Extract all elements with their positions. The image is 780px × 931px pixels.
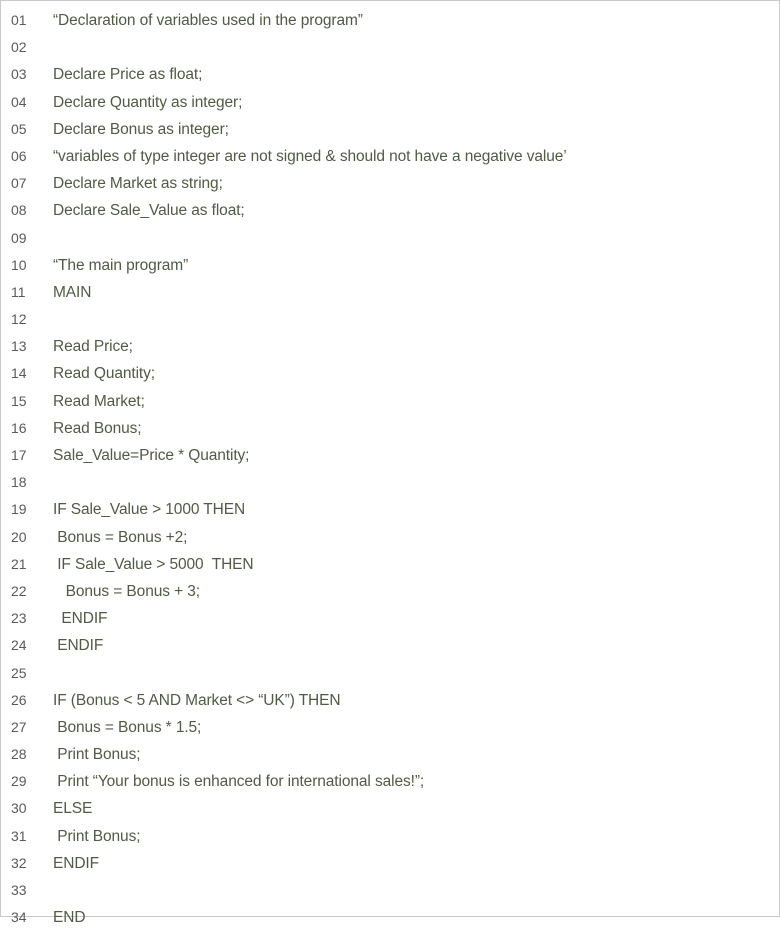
line-text: Read Quantity;	[53, 365, 155, 383]
code-line	[1, 632, 779, 659]
line-text: Bonus = Bonus +2;	[53, 528, 188, 546]
line-text: IF (Bonus < 5 AND Market <> “UK”) THEN	[53, 691, 341, 709]
code-line	[1, 333, 779, 360]
line-number: 14	[11, 365, 27, 382]
line-text: ENDIF	[53, 854, 100, 872]
line-text: Print “Your bonus is enhanced for international sales!”;	[53, 773, 425, 791]
line-text: ENDIF	[53, 610, 108, 628]
code-line	[1, 904, 779, 931]
code-listing	[1, 1, 779, 931]
line-number: 32	[11, 854, 27, 871]
code-line	[1, 415, 779, 442]
line-number: 03	[11, 66, 27, 83]
line-number: 15	[11, 392, 27, 409]
line-text: Read Price;	[53, 338, 133, 356]
code-line	[1, 7, 779, 34]
line-number: 12	[11, 311, 27, 328]
code-line	[1, 279, 779, 306]
line-text: IF Sale_Value > 5000 THEN	[53, 555, 254, 573]
line-text: Declare Bonus as integer;	[53, 120, 229, 138]
line-number: 08	[11, 202, 27, 219]
line-text: “variables of type integer are not signed & should not have a negative value’	[53, 147, 567, 165]
code-line	[1, 605, 779, 632]
line-text: Declare Quantity as integer;	[53, 93, 243, 111]
line-text: Sale_Value=Price * Quantity;	[53, 447, 250, 464]
line-text: ENDIF	[53, 637, 104, 655]
code-line	[1, 578, 779, 605]
line-number: 09	[11, 229, 27, 246]
code-line	[1, 687, 779, 714]
line-text: Declare Market as string;	[53, 175, 223, 193]
line-text: Bonus = Bonus + 3;	[53, 582, 200, 600]
line-number: 29	[11, 773, 27, 790]
line-text: MAIN	[53, 283, 92, 301]
line-number: 10	[11, 256, 27, 273]
code-line	[1, 61, 779, 88]
line-number: 07	[11, 175, 27, 192]
line-number: 28	[11, 746, 27, 763]
line-number: 23	[11, 610, 27, 627]
code-line	[1, 469, 779, 496]
line-number: 30	[11, 800, 27, 817]
code-line	[1, 225, 779, 252]
line-number: 22	[11, 582, 27, 599]
code-line	[1, 306, 779, 333]
code-line	[1, 197, 779, 224]
line-number: 34	[11, 909, 27, 926]
code-line	[1, 524, 779, 551]
line-number: 25	[11, 664, 27, 681]
line-text: Declare Sale_Value as float;	[53, 202, 245, 220]
line-number: 24	[11, 637, 27, 654]
code-line	[1, 388, 779, 415]
line-text: Bonus = Bonus * 1.5;	[53, 718, 202, 736]
line-number: 21	[11, 555, 27, 572]
line-number: 19	[11, 501, 27, 518]
code-line	[1, 850, 779, 877]
line-number: 17	[11, 447, 27, 463]
line-number: 16	[11, 419, 27, 436]
line-number: 05	[11, 120, 27, 137]
line-number: 11	[11, 283, 26, 300]
line-number: 20	[11, 528, 27, 545]
line-number: 18	[11, 474, 27, 491]
line-text: “Declaration of variables used in the program”	[53, 12, 363, 29]
line-text: Print Bonus;	[53, 827, 141, 845]
line-number: 33	[11, 882, 27, 898]
code-line	[1, 795, 779, 822]
code-line	[1, 34, 779, 61]
code-line	[1, 143, 779, 170]
code-line	[1, 360, 779, 387]
code-line	[1, 116, 779, 143]
code-line	[1, 877, 779, 904]
code-line	[1, 551, 779, 578]
line-number: 04	[11, 93, 27, 110]
code-line	[1, 768, 779, 795]
code-line	[1, 442, 779, 469]
code-line	[1, 89, 779, 116]
code-line	[1, 714, 779, 741]
line-number: 13	[11, 338, 27, 355]
line-text: Print Bonus;	[53, 746, 141, 764]
code-line	[1, 170, 779, 197]
line-number: 02	[11, 39, 27, 56]
code-line	[1, 252, 779, 279]
line-number: 01	[11, 12, 27, 28]
line-text: Read Bonus;	[53, 419, 142, 437]
line-text: END	[53, 909, 86, 927]
line-number: 26	[11, 691, 27, 708]
line-text: IF Sale_Value > 1000 THEN	[53, 501, 246, 519]
line-text: ELSE	[53, 800, 93, 818]
code-line	[1, 823, 779, 850]
code-line	[1, 741, 779, 768]
line-text: Declare Price as float;	[53, 66, 203, 84]
code-line	[1, 496, 779, 523]
line-number: 27	[11, 718, 27, 735]
line-number: 31	[11, 827, 27, 844]
code-line	[1, 660, 779, 687]
line-number: 06	[11, 147, 27, 164]
line-text: “The main program”	[53, 256, 189, 274]
line-text: Read Market;	[53, 392, 145, 410]
